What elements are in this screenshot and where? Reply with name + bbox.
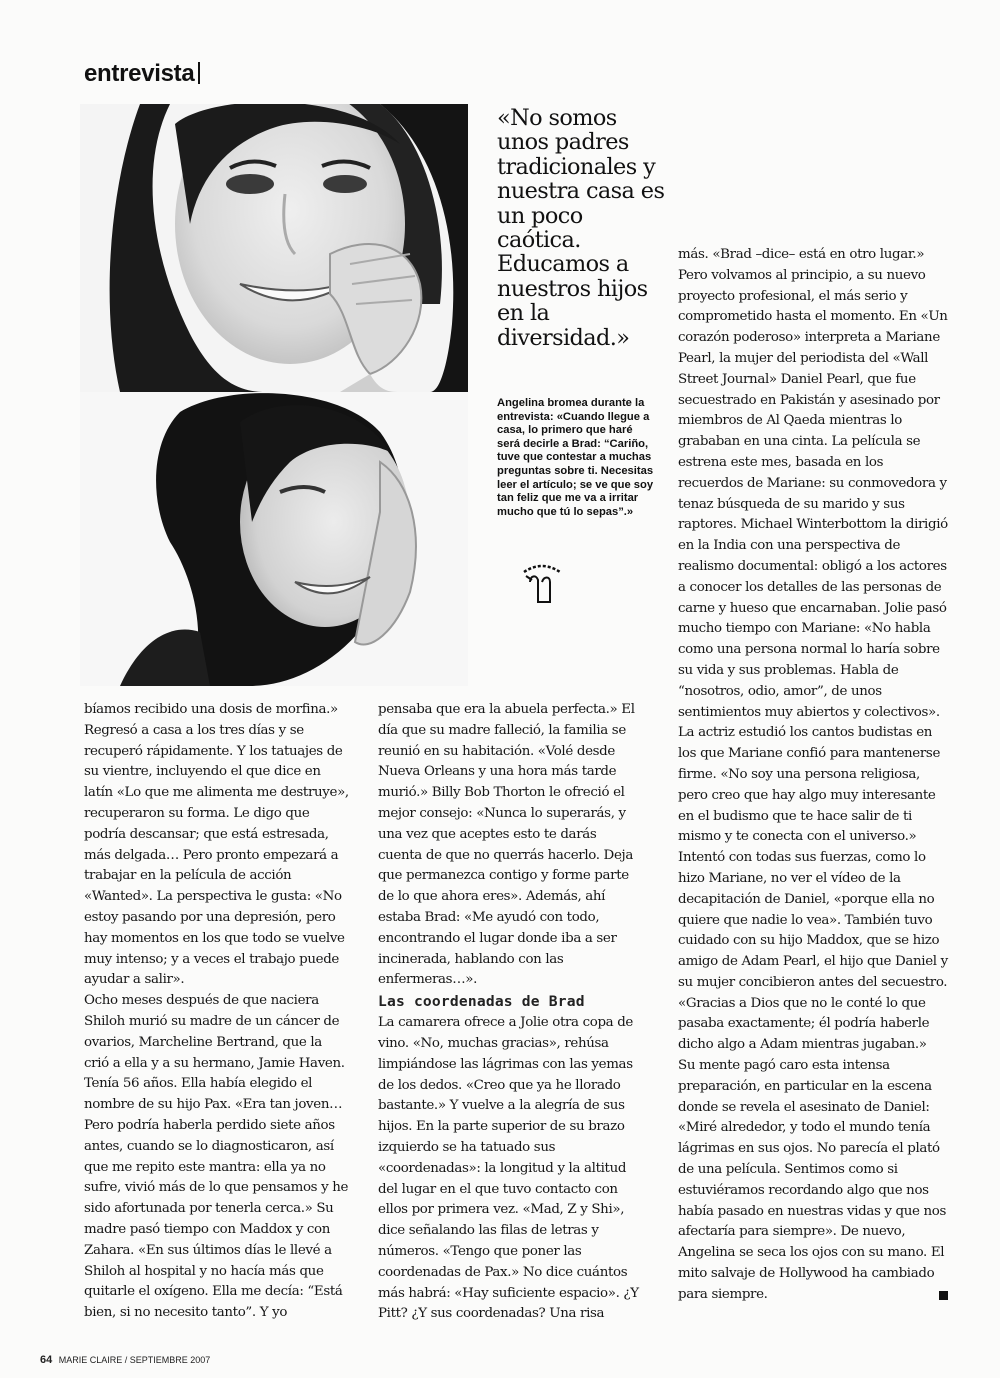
paragraph: pensaba que era la abuela perfecta.» El día que su madre falleció, la familia se reunió en su habitación. «Volé desde Nueva Orleans y una hora más tarde murió.» Billy Bob Thorton le ofreció el mejor consejo: «Nunca lo superarás, y una vez que aceptes esto te darás cuenta de que no querrás hacerlo. Deja que permanezca contigo y forme parte de lo que ahora eres». Además, ahí estaba Brad: «Me ayudó con todo, encontrando el lugar donde iba a ser incinerada, hablando con las enfermeras…». bbox=[378, 702, 635, 988]
paragraph bbox=[678, 1056, 948, 1306]
hand-logo-icon bbox=[520, 562, 564, 612]
subheading: Las coordenadas de Brad bbox=[378, 993, 585, 1011]
paragraph: bíamos recibido una dosis de morfina.» Regresó a casa a los tres días y se recuperó rápidamente. Y los tatuajes de su vientre, incluyendo el que dice en latín «Lo que me alimenta me destruye», recuperaron su forma. Le digo que podría descansar; que está estresada, más delgada… Pero pronto empezará a trabajar en la película de acción «Wanted». La perspectiva le gusta: «No estoy pasando por una depresión, pero hay momentos en los que todo se vuelve muy intenso; y a veces el trabajo puede ayudar a salir». bbox=[84, 702, 349, 988]
portrait-photo-icon bbox=[80, 392, 468, 686]
end-of-article-mark bbox=[939, 1291, 948, 1300]
article-column-2 bbox=[378, 700, 644, 1325]
section-divider bbox=[198, 62, 200, 84]
paragraph: La camarera ofrece a Jolie otra copa de vino. «No, muchas gracias», rehúsa limpiándose las lágrimas con las yemas de los dedos. «Creo que ya he llorado bastante.» Y vuelve a la alegría de sus hijos. En la parte superior de su brazo izquierdo se ha tatuado sus «coordenadas»: la longitud y la altitud del lugar en el que tuvo contacto con ellos por primera vez. «Mad, Z y Shi», dice señalando las filas de letras y números. «Tengo que poner las coordenadas de Pax.» No dice cuántos más habrá: «Hay suficiente espacio». ¿Y Pitt? ¿Y sus coordenadas? Una risa bbox=[378, 1015, 639, 1322]
photo-caption: Angelina bromea durante la entrevista: «Cuando llegue a casa, lo primero que haré será decirle a Brad: “Cariño, tuve que contestar a muchas preguntas sobre ti. Necesitas leer el artículo; se ve que soy tan feliz que me va a irritar mucho que tú lo sepas”.» bbox=[497, 397, 654, 518]
paragraph-text: Su mente pagó caro esta intensa preparación, en particular en la escena donde se revela el asesinato de Daniel: «Miré alrededor, y todo el mundo tenía lágrimas en sus ojos. No parecía el plató de una película. Sentimos como si estuviéramos recordando algo que nos había pasado en nuestras vidas y que nos afectaría para siempre». De nuevo, Angelina se seca los ojos con su mano. El mito salvaje de Hollywood ha cambiado para siempre. bbox=[678, 1058, 947, 1302]
article-column-3 bbox=[678, 245, 948, 1306]
paragraph: más. «Brad –dice– está en otro lugar.» Pero volvamos al principio, a su nuevo proyecto profesional, el más serio y comprometido hasta el momento. En «Un corazón poderoso» interpreta a Mariane Pearl, la mujer del periodista del «Wall Street Journal» Daniel Pearl, que fue secuestrado en Pakistán y asesinado por miembros de Al Qaeda mientras lo grababan en una cinta. La película se estrena este mes, basada en los recuerdos de Mariane: su conmovedora y tenaz búsqueda de su marido y sus raptores. Michael Winterbottom la dirigió en la India con una perspectiva de realismo documental: obligó a los actores a conocer los detalles de las personas de carne y hueso que encarnaban. Jolie pasó mucho tiempo con Mariane: «No habla como una persona normal lo haría sobre su vida y sus problemas. Habla de “nosotros, odio, amor”, de unos sentimientos muy abiertos y colectivos». bbox=[678, 247, 948, 720]
publication-info: MARIE CLAIRE / SEPTIEMBRE 2007 bbox=[58, 1355, 211, 1365]
section-label bbox=[84, 60, 200, 88]
portrait-photo-bottom bbox=[80, 392, 468, 686]
page-number: 64 bbox=[40, 1354, 53, 1366]
portrait-photo-top bbox=[80, 104, 468, 392]
page-footer bbox=[40, 1354, 210, 1366]
portrait-photo-icon bbox=[80, 104, 468, 392]
paragraph: Ocho meses después de que naciera Shiloh murió su madre de un cáncer de ovarios, Marcheline Bertrand, que la crió a ella y a su hermano, Jamie Haven. Tenía 56 años. Ella había elegido el nombre de su hijo Pax. «Era tan joven… Pero podría haberla perdido siete años antes, cuando se lo diagnosticaron, así que me repito este mantra: ella ya no sufre, vivió más de lo que pensamos y he sido afortunada por tenerla cerca.» Su madre pasó tiempo con Maddox y con Zahara. «En sus últimos días le llevé a Shiloh al hospital y no hacía más que quitarle el oxígeno. Ella me decía: “Está bien, si no necesito tanto”. Y yo bbox=[84, 993, 349, 1321]
section-label-text: entrevista bbox=[84, 60, 195, 87]
paragraph: La actriz estudió los cantos budistas en los que Mariane confió para mantenerse firme. «No soy una persona religiosa, pero creo que hay algo muy interesante en el budismo que te hace salir de ti mismo y te conecta con el universo.» Intentó con todas sus fuerzas, como lo hizo Mariane, no ver el vídeo de la decapitación de Daniel, «porque ella no quiere que nadie lo vea». También tuvo cuidado con su hijo Maddox, que se hizo amigo de Adam Pearl, el hijo que Daniel y su mujer concibieron antes del secuestro. «Gracias a Dios que no le conté lo que pasaba exactamente; él podría haberle dicho algo a Adam mientras jugaban.» bbox=[678, 725, 948, 1053]
pull-quote: «No somos unos padres tradicionales y nuestra casa es un poco caótica. Educamos a nuestros hijos en la diversidad.» bbox=[497, 105, 665, 351]
article-column-1 bbox=[84, 700, 350, 1324]
